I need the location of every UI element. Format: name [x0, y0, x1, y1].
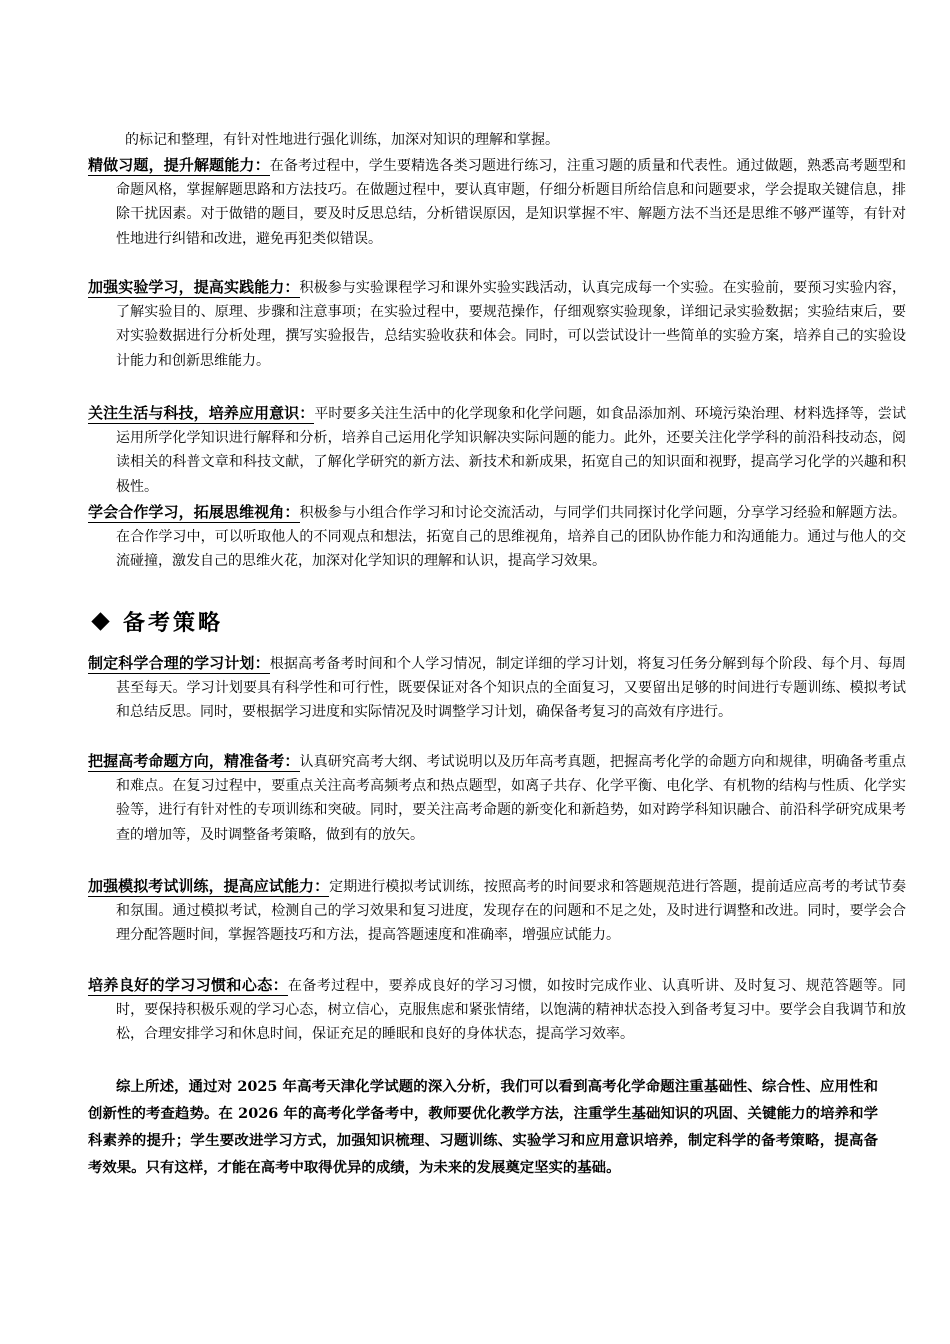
continuation-text: 的标记和整理，有针对性地进行强化训练，加深对知识的理解和掌握。 — [125, 132, 559, 148]
strategy-item-text: 在备考过程中，要养成良好的学习习惯，如按时完成作业、认真听讲、及时复习、规范答题等。同时，要保持积极乐观的学习心态，树立信心，克服焦虑和紧张情绪，以饱满的精神状态投入到备考复习中。要学会自我调节和放松，合理安排学习和休息时间，保证充足的睡眠和良好的身体状态，提高学习效率。 — [116, 978, 906, 1043]
study-item-heading: 关注生活与科技，培养应用意识： — [88, 404, 315, 422]
study-item-text: 在备考过程中，学生要精选各类习题进行练习，注重习题的质量和代表性。通过做题，熟悉高考题型和命题风格，掌握解题思路和方法技巧。在做题过程中，要认真审题，仔细分析题目所给信息和问题要求，学会提取关键信息，排除干扰因素。对于做错的题目，要及时反思总结，分析错误原因，是知识掌握不牢、解题方法不当还是思维不够严谨等，有针对性地进行纠错和改进，避免再犯类似错误。 — [116, 158, 906, 247]
strategy-item-heading: 制定科学合理的学习计划： — [88, 654, 270, 672]
strategy-item-habits — [88, 973, 906, 1047]
strategy-item-plan — [88, 651, 906, 725]
strategy-item-text: 认真研究高考大纲、考试说明以及历年高考真题，把握高考化学的命题方向和规律，明确备考重点和难点。在复习过程中，要重点关注高考高频考点和热点题型，如离子共存、化学平衡、电化学、有机物的结构与性质、化学实验等，进行有针对性的专项训练和突破。同时，要关注高考命题的新变化和新趋势，如对跨学科知识融合、前沿科学研究成果考查的增加等，及时调整备考策略，做到有的放矢。 — [116, 754, 906, 843]
study-item-exercises — [88, 153, 906, 251]
study-item-text: 平时要多关注生活中的化学现象和化学问题，如食品添加剂、环境污染治理、材料选择等，尝试运用所学化学知识进行解释和分析，培养自己运用化学知识解决实际问题的能力。此外，还要关注化学学科的前沿科技动态，阅读相关的科普文章和科技文献，了解化学研究的新方法、新技术和新成果，拓宽自己的知识面和视野，提高学习化学的兴趣和积极性。 — [116, 406, 906, 495]
strategy-item-heading: 把握高考命题方向，精准备考： — [88, 752, 300, 770]
summary-paragraph: 综上所述，通过对 2025 年高考天津化学试题的深入分析，我们可以看到高考化学命题注重基础性、综合性、应用性和创新性的考查趋势。在 2026 年的高考化学备考中，教师要优化教学方法，注重学生基础知识的巩固、关键能力的培养和学科素养的提升；学生要改进学习方式，加强知识梳理、习题训练、实验学习和应用意识培养，制定科学的备考策略，提高备考效果。只有这样，才能在高考中取得优异的成绩，为未来的发展奠定坚实的基础。 — [88, 1078, 878, 1176]
study-item-experiments — [88, 275, 906, 373]
section-title — [90, 606, 223, 637]
study-item-heading: 精做习题，提升解题能力： — [88, 156, 270, 174]
strategy-item-heading: 加强模拟考试训练，提高应试能力： — [88, 877, 330, 895]
strategy-item-text: 定期进行模拟考试训练，按照高考的时间要求和答题规范进行答题，提前适应高考的考试节奏和氛围。通过模拟考试，检测自己的学习效果和复习进度，发现存在的问题和不足之处，及时进行调整和改进。同时，要学会合理分配答题时间，掌握答题技巧和方法，提高答题速度和准确率，增强应试能力。 — [116, 879, 906, 944]
study-item-heading: 学会合作学习，拓展思维视角： — [88, 503, 300, 521]
strategy-item-heading: 培养良好的学习习惯和心态： — [88, 976, 288, 994]
strategy-item-direction — [88, 749, 906, 847]
study-item-life-tech — [88, 401, 906, 499]
study-item-heading: 加强实验学习，提高实践能力： — [88, 278, 300, 296]
study-item-text: 积极参与实验课程学习和课外实验实践活动，认真完成每一个实验。在实验前，要预习实验内容，了解实验目的、原理、步骤和注意事项；在实验过程中，要规范操作，仔细观察实验现象，详细记录实验数据；实验结束后，要对实验数据进行分析处理，撰写实验报告，总结实验收获和体会。同时，可以尝试设计一些简单的实验方案，培养自己的实验设计能力和创新思维能力。 — [116, 280, 906, 369]
study-item-cooperation — [88, 500, 906, 574]
study-item-text: 积极参与小组合作学习和讨论交流活动，与同学们共同探讨化学问题，分享学习经验和解题方法。在合作学习中，可以听取他人的不同观点和想法，拓宽自己的思维视角，培养自己的团队协作能力和沟通能力。通过与他人的交流碰撞，激发自己的思维火花，加深对化学知识的理解和认识，提高学习效果。 — [116, 505, 906, 570]
strategy-item-text: 根据高考备考时间和个人学习情况，制定详细的学习计划，将复习任务分解到每个阶段、每个月、每周甚至每天。学习计划要具有科学性和可行性，既要保证对各个知识点的全面复习，又要留出足够的时间进行专题训练、模拟考试和总结反思。同时，要根据学习进度和实际情况及时调整学习计划，确保备考复习的高效有序进行。 — [116, 656, 906, 721]
section-title-text: 备考策略 — [123, 610, 224, 636]
diamond-bullet-icon — [91, 612, 109, 630]
strategy-item-mock-exam — [88, 874, 906, 948]
